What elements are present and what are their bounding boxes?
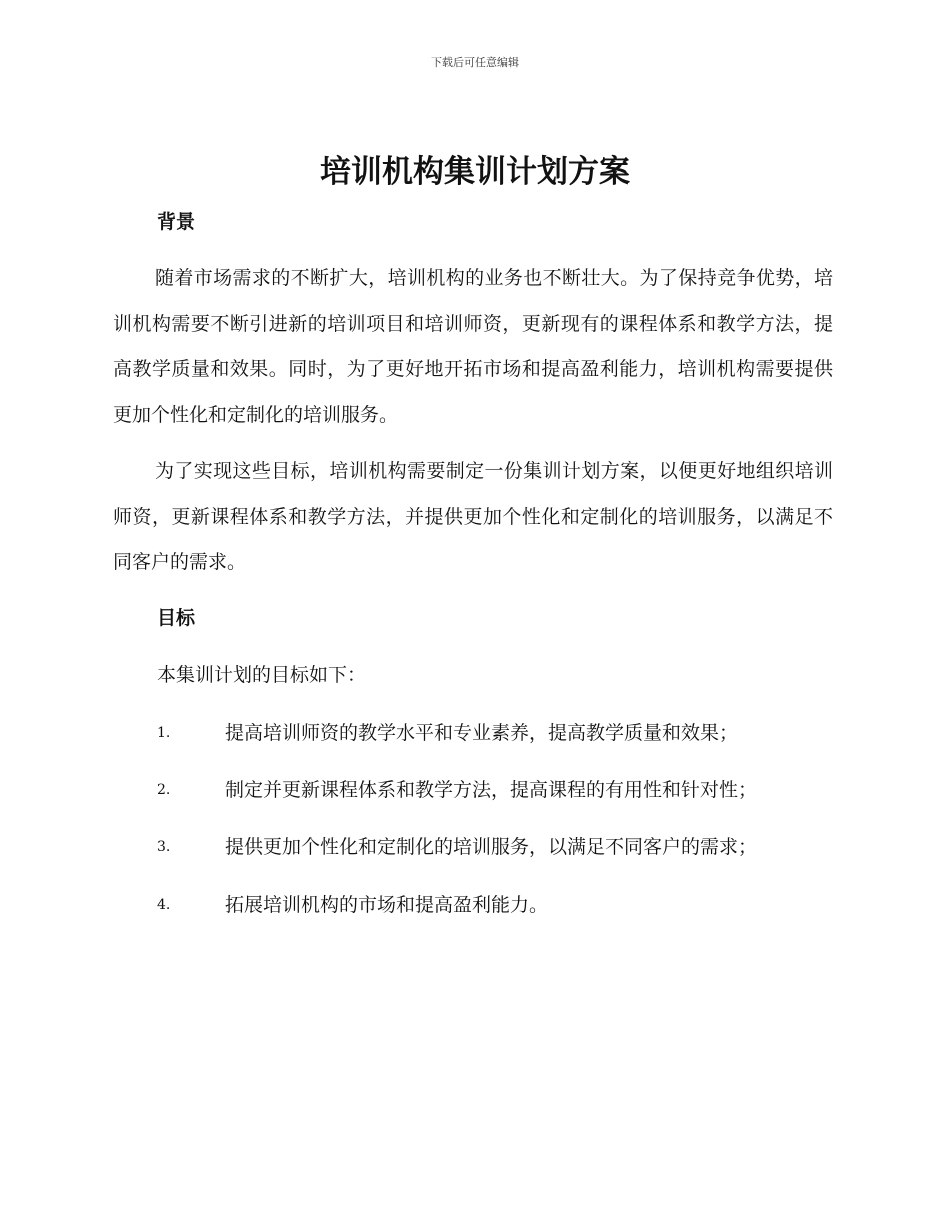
background-paragraph-2: 为了实现这些目标，培训机构需要制定一份集训计划方案，以便更好地组织培训师资，更新课程体系和教学方法，并提供更加个性化和定制化的培训服务，以满足不同客户的需求。 bbox=[113, 460, 833, 573]
background-paragraph-1: 随着市场需求的不断扩大，培训机构的业务也不断壮大。为了保持竞争优势，培训机构需要不断引进新的培训项目和培训师资，更新现有的课程体系和教学方法，提高教学质量和效果。同时，为了更好地开拓市场和提高盈利能力，培训机构需要提供更加个性化和定制化的培训服务。 bbox=[113, 267, 833, 426]
goal-number: 4. bbox=[157, 897, 171, 913]
goal-list-item bbox=[157, 832, 857, 862]
goal-number: 1. bbox=[157, 725, 171, 741]
document-title: 培训机构集训计划方案 bbox=[320, 154, 630, 190]
goal-list-item bbox=[157, 890, 857, 920]
goal-text: 提高培训师资的教学水平和专业素养，提高教学质量和效果； bbox=[225, 722, 739, 744]
goal-text: 制定并更新课程体系和教学方法，提高课程的有用性和针对性； bbox=[225, 779, 758, 801]
goal-list-item bbox=[157, 775, 857, 805]
section-heading-background: 背景 bbox=[157, 211, 196, 233]
section-heading-goals: 目标 bbox=[157, 607, 196, 629]
page-header-note: 下载后可任意编辑 bbox=[431, 56, 519, 69]
goal-text: 提供更加个性化和定制化的培训服务，以满足不同客户的需求； bbox=[225, 836, 758, 858]
goal-list-item bbox=[157, 718, 857, 748]
goals-intro: 本集训计划的目标如下： bbox=[157, 664, 367, 686]
goal-text: 拓展培训机构的市场和提高盈利能力。 bbox=[225, 894, 549, 916]
goal-number: 2. bbox=[157, 782, 171, 798]
goal-number: 3. bbox=[157, 839, 171, 855]
